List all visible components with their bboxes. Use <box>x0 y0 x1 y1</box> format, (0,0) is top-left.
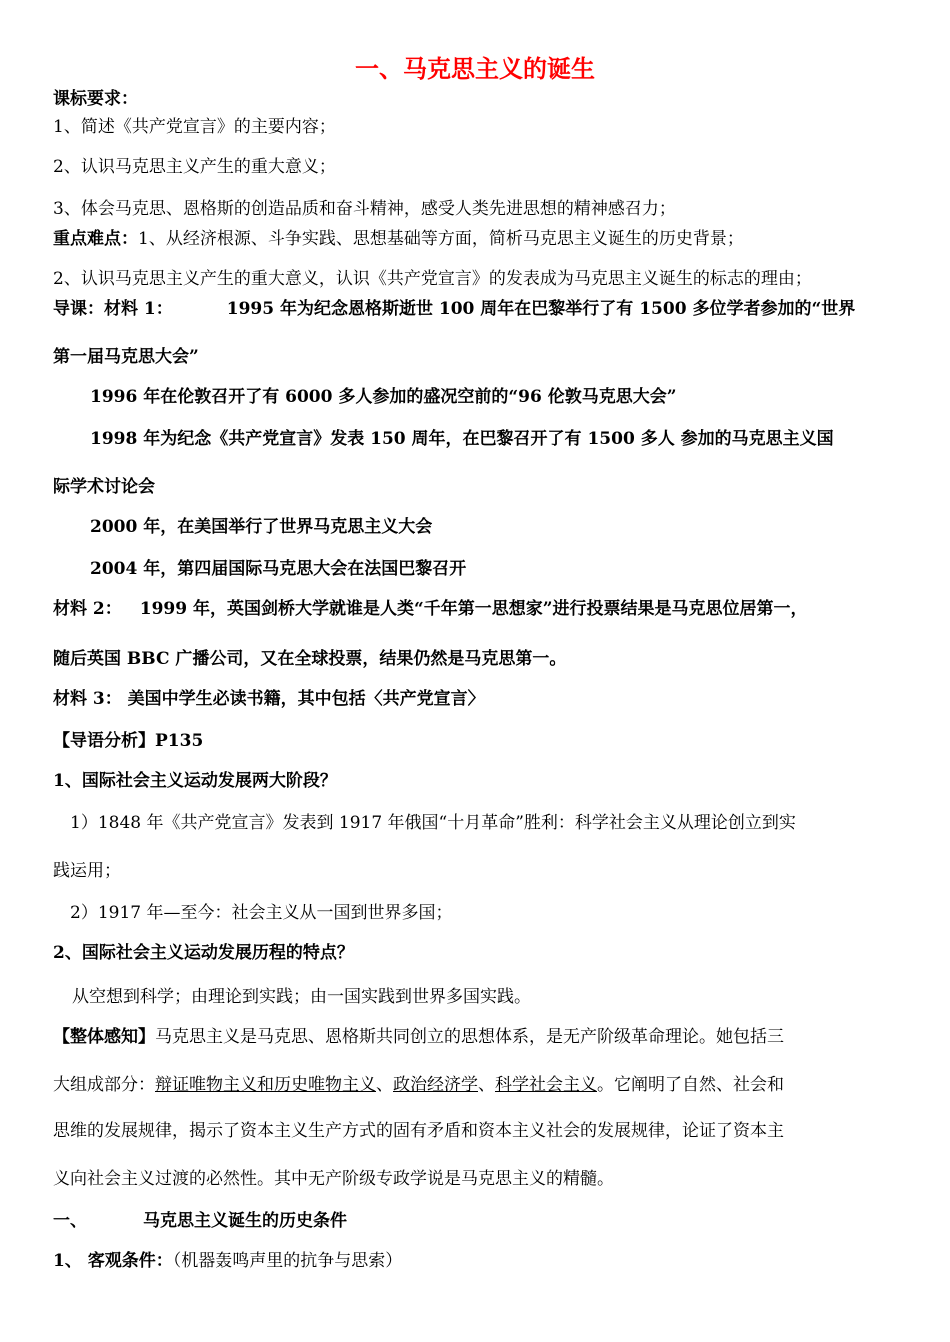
section-1-title: 马克思主义诞生的历史条件 <box>143 1211 347 1231</box>
standards-item-2: 2、认识马克思主义产生的重大意义； <box>53 157 336 177</box>
material-1-line-1 <box>53 298 855 320</box>
material-2-label: 材料 2： <box>53 599 122 619</box>
analysis-question-2: 2、国际社会主义运动发展历程的特点？ <box>53 943 354 963</box>
component-dialectical-materialism: 辩证唯物主义和历史唯物主义 <box>155 1075 376 1095</box>
standards-item-3: 3、体会马克思、恩格斯的创造品质和奋斗精神，感受人类先进思想的精神感召力； <box>53 199 676 219</box>
subsection-1-label: 1、 客观条件： <box>53 1251 173 1271</box>
section-1-heading <box>53 1210 347 1232</box>
subsection-1-note: （机器轰鸣声里的抗争与思索） <box>172 1251 403 1271</box>
separator-2: 、 <box>478 1075 495 1095</box>
overview-line-4: 义向社会主义过渡的必然性。其中无产阶级专政学说是马克思主义的精髓。 <box>53 1169 614 1189</box>
intro-label: 导课：材料 1： <box>53 299 173 319</box>
key-points-line-2: 2、认识马克思主义产生的重大意义，认识《共产党宣言》的发表成为马克思主义诞生的标志的理由； <box>53 269 812 289</box>
analysis-answer-q2: 从空想到科学；由理论到实践；由一国实践到世界多国实践。 <box>72 987 531 1007</box>
material-2-line-1 <box>53 598 808 620</box>
component-political-economy: 政治经济学 <box>393 1075 478 1095</box>
overview-text-2-post: 。它阐明了自然、社会和 <box>597 1075 784 1095</box>
overview-text-2-pre: 大组成部分： <box>53 1075 155 1095</box>
section-1-number: 一、 <box>53 1211 87 1231</box>
key-points-line-1 <box>53 228 744 250</box>
overview-label: 【整体感知】 <box>53 1027 155 1047</box>
material-1-text: 1995 年为纪念恩格斯逝世 100 周年在巴黎举行了有 1500 多位学者参加的“世界 <box>226 299 856 319</box>
subsection-1 <box>53 1250 402 1272</box>
analysis-answer-1-line-2: 践运用； <box>53 861 121 881</box>
material-2-text: 1999 年，英国剑桥大学就谁是人类“千年第一思想家”进行投票结果是马克思位居第一， <box>139 599 808 619</box>
material-1-2000: 2000 年，在美国举行了世界马克思主义大会 <box>90 517 433 537</box>
page-title: 一、马克思主义的诞生 <box>355 55 595 83</box>
overview-line-1 <box>53 1026 784 1048</box>
analysis-answer-2: 2）1917 年—至今：社会主义从一国到世界多国； <box>70 903 453 923</box>
overview-line-3: 思维的发展规律，揭示了资本主义生产方式的固有矛盾和资本主义社会的发展规律，论证了资本主 <box>53 1121 784 1141</box>
overview-text-1: 马克思主义是马克思、恩格斯共同创立的思想体系，是无产阶级革命理论。她包括三 <box>155 1027 784 1047</box>
material-1-1998-b: 际学术讨论会 <box>53 477 155 497</box>
component-scientific-socialism: 科学社会主义 <box>495 1075 597 1095</box>
material-3-line: 材料 3： 美国中学生必读书籍，其中包括〈共产党宣言〉 <box>53 689 485 709</box>
separator-1: 、 <box>376 1075 393 1095</box>
key-points-text-1: 1、从经济根源、斗争实践、思想基础等方面，简析马克思主义诞生的历史背景； <box>138 229 744 249</box>
material-1-2004: 2004 年，第四届国际马克思大会在法国巴黎召开 <box>90 559 467 579</box>
key-points-label: 重点难点： <box>53 229 138 249</box>
material-1-1998-a: 1998 年为纪念《共产党宣言》发表 150 周年，在巴黎召开了有 1500 多人 参加的马克思主义国 <box>90 429 834 449</box>
material-1-line-2: 第一届马克思大会” <box>53 347 199 367</box>
analysis-heading: 【导语分析】P135 <box>53 731 204 751</box>
analysis-answer-1-line-1: 1）1848 年《共产党宣言》发表到 1917 年俄国“十月革命”胜利：科学社会主义从理论创立到实 <box>70 813 796 833</box>
overview-line-2 <box>53 1074 784 1096</box>
standards-item-1: 1、简述《共产党宣言》的主要内容； <box>53 117 336 137</box>
material-2-line-2: 随后英国 BBC 广播公司，又在全球投票，结果仍然是马克思第一。 <box>53 649 567 669</box>
standards-heading: 课标要求： <box>53 89 138 109</box>
material-1-1996: 1996 年在伦敦召开了有 6000 多人参加的盛况空前的“96 伦敦马克思大会” <box>90 387 677 407</box>
analysis-question-1: 1、国际社会主义运动发展两大阶段？ <box>53 771 337 791</box>
